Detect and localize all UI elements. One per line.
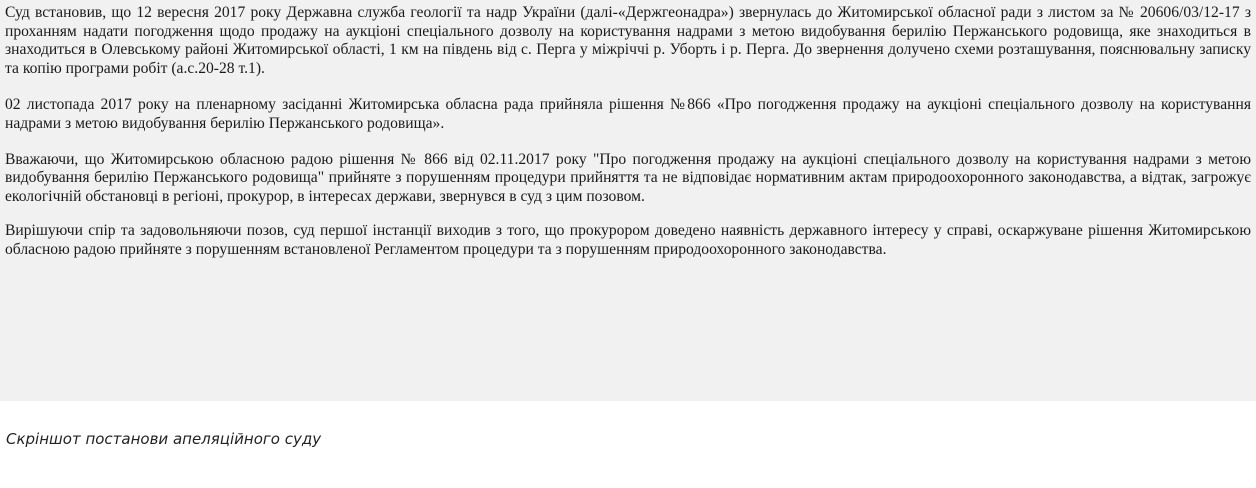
ruling-paragraph-3: Вважаючи, що Житомирською обласною радою рішення № 866 від 02.11.2017 року "Про погодження продажу на аукціоні спеціального дозволу на користування надрами з метою видобування берилію Пержанського родовища" прийняте з порушенням процедури прийняття та не відповідає нормативним актам природоохоронного законодавства, а відтак, загрожує екологічній обстановці в регіоні, прокурор, в інтересах держави, звернувся в суд з цим позовом. [5, 150, 1251, 205]
ruling-paragraph-1: Суд встановив, що 12 вересня 2017 року Державна служба геології та надр України (далі-«Держгеонадра») звернулась до Житомирської обласної ради з листом за № 20606/03/12-17 з проханням надати погодження щодо продажу на аукціоні спеціального дозволу на користування надрами з метою видобування берилію Пержанського родовища, яке знаходиться в знаходиться в Олевському районі Житомирської області, 1 км на південь від с. Перга у міжріччі р. Уборть і р. Перга. До звернення долучено схеми розташування, пояснювальну записку та копію програми робіт (а.с.20-28 т.1). [5, 4, 1251, 77]
ruling-paragraph-4: Вирішуючи спір та задовольняючи позов, суд першої інстанції виходив з того, що прокурором доведено наявність державного інтересу у справі, оскаржуване рішення Житомирською обласною радою прийняте з порушенням встановленої Регламентом процедури та з порушенням природоохоронного законодавства. [5, 222, 1251, 258]
ruling-paragraph-2: 02 листопада 2017 року на пленарному засіданні Житомирська обласна рада прийняла рішення №866 «Про погодження продажу на аукціоні спеціального дозволу на користування надрами з метою видобування берилію Пержанського родовища». [5, 96, 1251, 132]
image-caption: Скріншот постанови апеляційного суду [6, 430, 322, 448]
